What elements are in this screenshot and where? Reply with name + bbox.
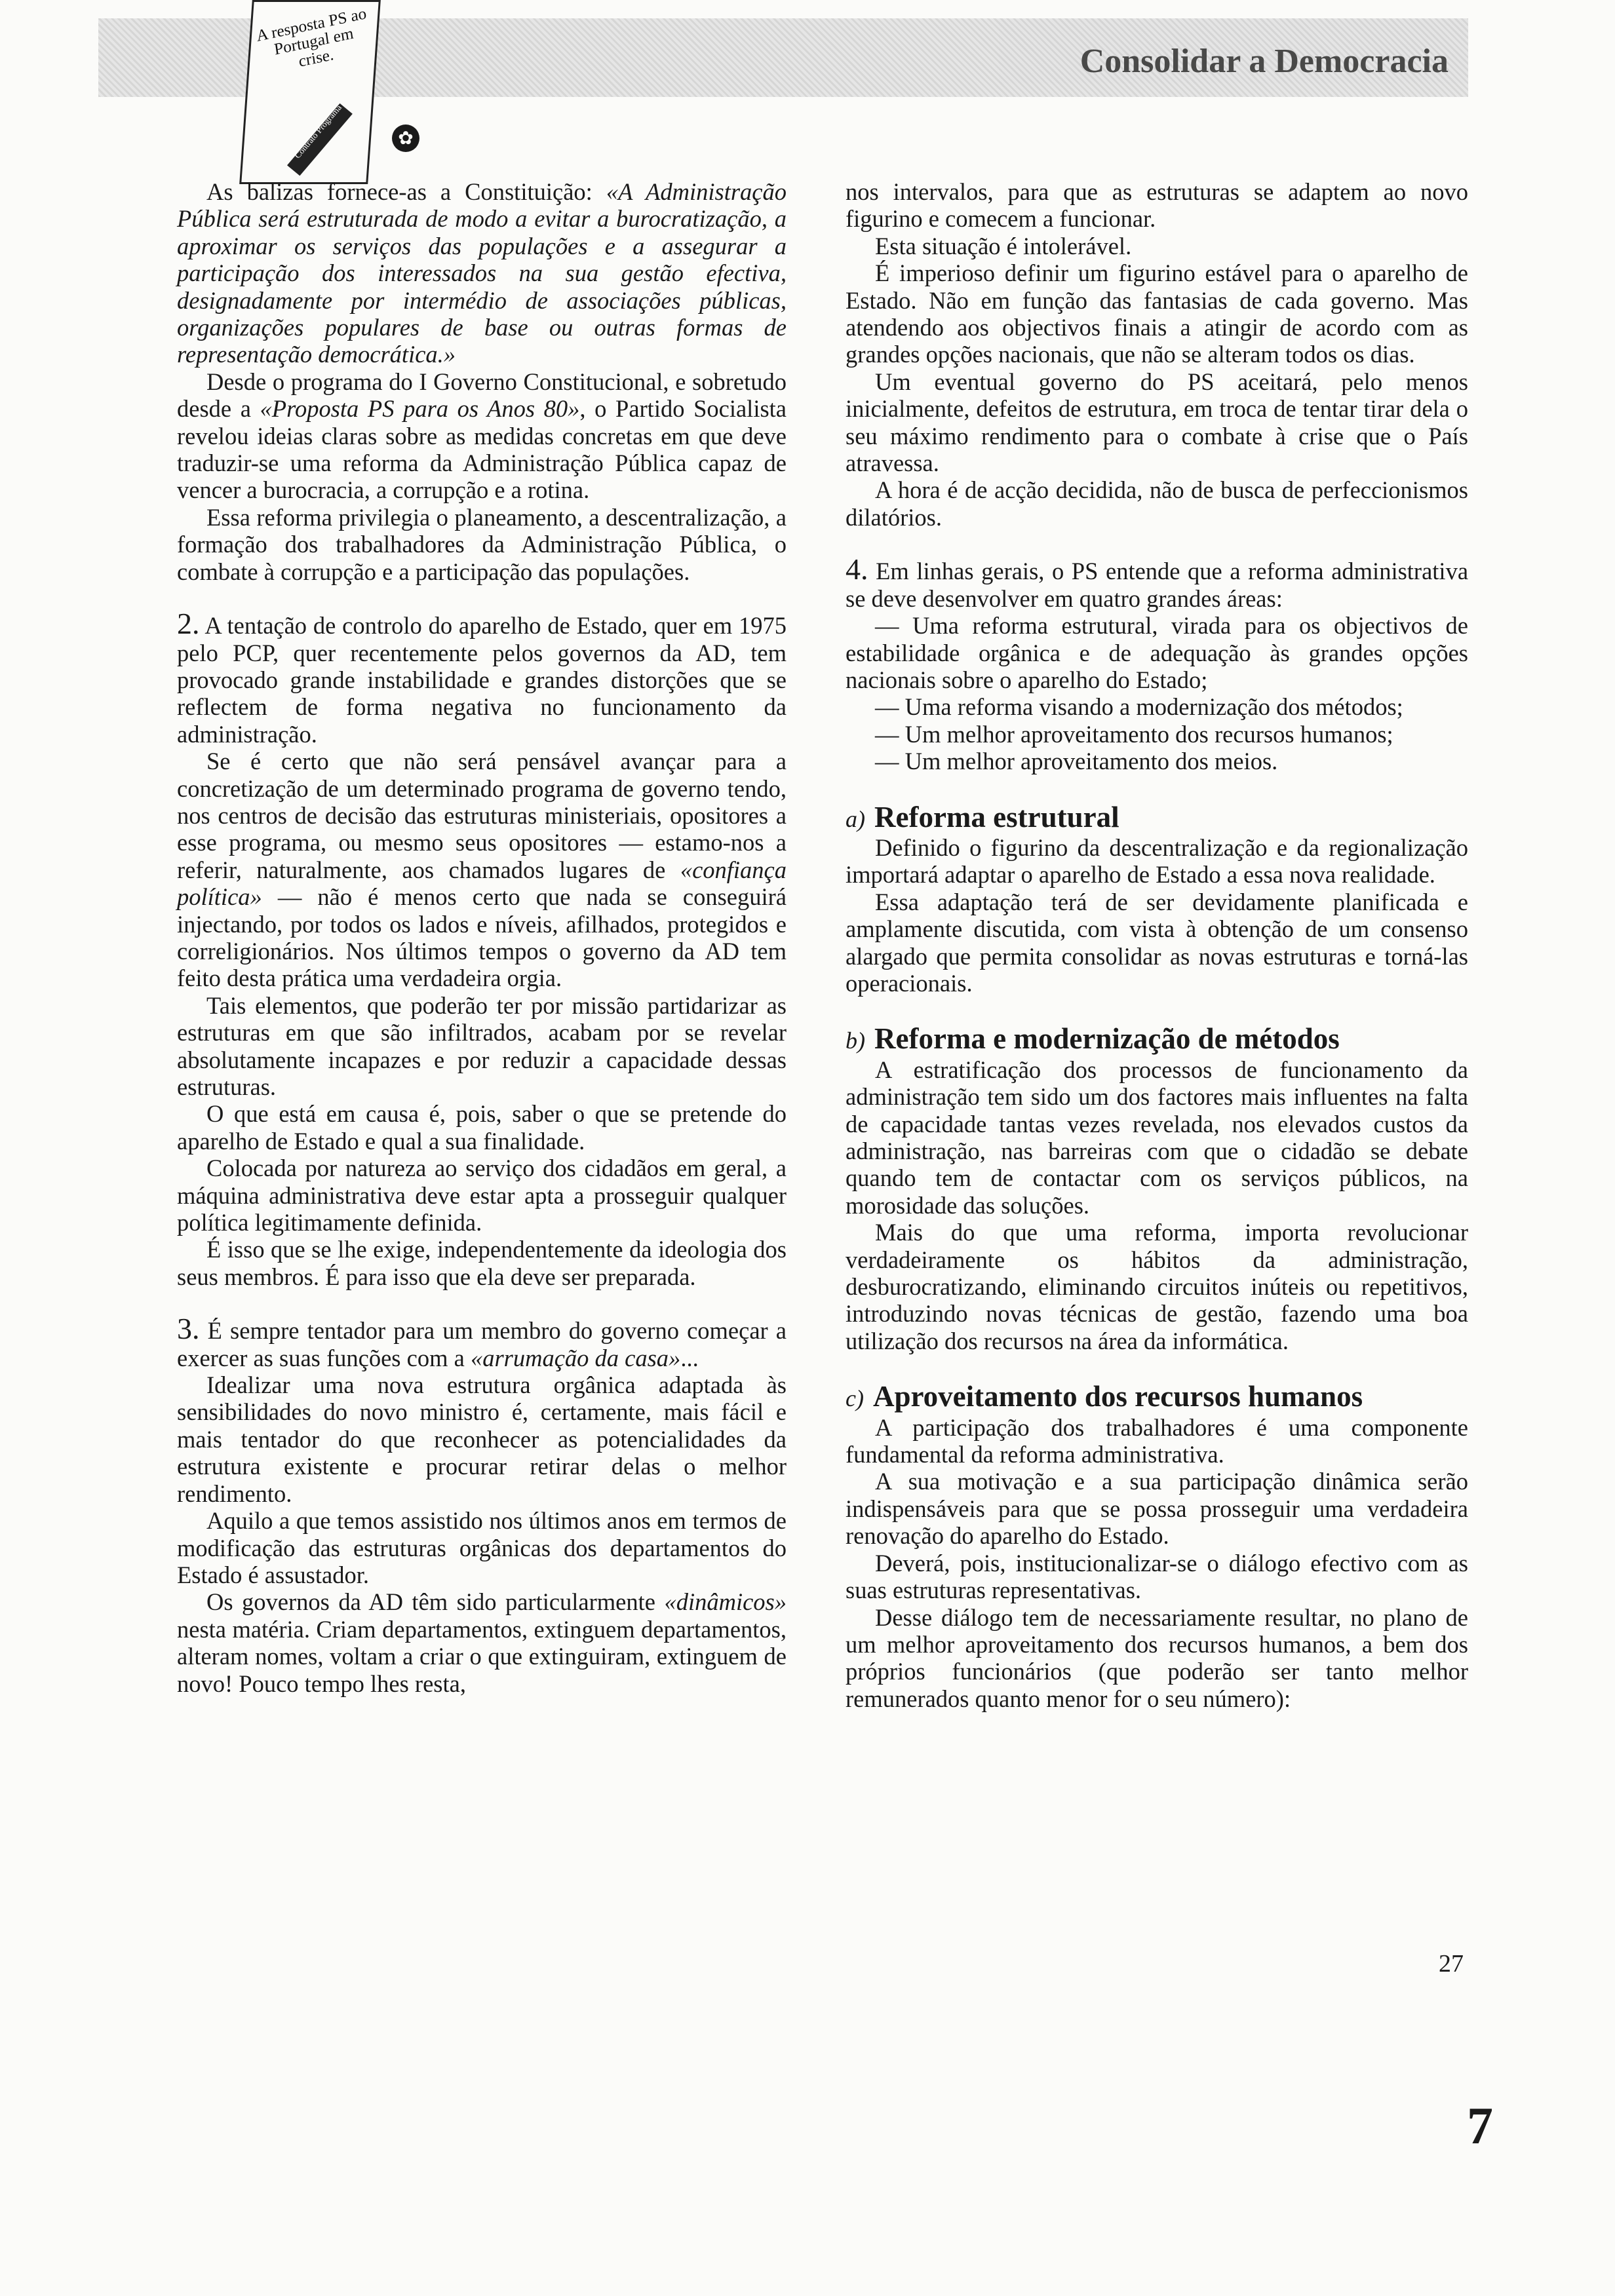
paragraph: A participação dos trabalhadores é uma componente fundamental da reforma administrativa. — [846, 1413, 1468, 1468]
paragraph: É isso que se lhe exige, independentemente da ideologia dos seus membros. É para isso que ela deve ser preparada. — [177, 1236, 787, 1290]
paragraph: Desde o programa do I Governo Constitucional, e sobretudo desde a «Proposta PS para os Anos 80», o Partido Socialista revelou ideias claras sobre as medidas concretas em que deve traduzir-se uma reforma da Administração Pública capaz de vencer a burocracia, a corrupção e a rotina. — [177, 368, 787, 504]
section-2-intro: 2. A tentação de controlo do aparelho de Estado, quer em 1975 pelo PCP, quer recentemente pelos governos da AD, tem provocado grande instabilidade e grandes distorções que se reflectem de forma negativa no funcionamento da administração. — [177, 607, 787, 748]
subsection-heading-b: b) Reforma e modernização de métodos — [846, 1022, 1340, 1056]
subsection-heading-c: c) Aproveitamento dos recursos humanos — [846, 1380, 1363, 1413]
paragraph: Definido o figurino da descentralização e da regionalização importará adaptar o aparelho de Estado a essa nova realidade. — [846, 833, 1468, 889]
paragraph: Os governos da AD têm sido particularmente «dinâmicos» nesta matéria. Criam departamentos, extinguem departamentos, alteram nomes, voltam a criar o que extinguiram, extinguem de novo! Pouco tempo lhes resta, — [177, 1588, 787, 1697]
list-item: — Um melhor aproveitamento dos recursos humanos; — [875, 720, 1393, 748]
page-number: 27 — [1439, 1950, 1464, 1978]
paragraph: Colocada por natureza ao serviço dos cidadãos em geral, a máquina administrativa deve estar apta a prosseguir qualquer política legitimamente definida. — [177, 1155, 787, 1236]
paragraph: O que está em causa é, pois, saber o que se pretende do aparelho de Estado e qual a sua finalidade. — [177, 1100, 787, 1155]
paragraph: Desse diálogo tem de necessariamente resultar, no plano de um melhor aproveitamento dos recursos humanos, a bem dos próprios funcionários (que poderão ser tanto melhor remunerados quanto menor for o seu número): — [846, 1603, 1468, 1712]
paragraph: As balizas fornece-as a Constituição: «A Administração Pública será estruturada de modo a evitar a burocratização, a aproximar os serviços das populações e a assegurar a participação dos interessados na sua gestão efectiva, designadamente por intermédio de associações públicas, organizações populares de base ou outras formas de representação democrática.» — [177, 178, 787, 368]
paragraph: A hora é de acção decidida, não de busca de perfeccionismos dilatórios. — [846, 476, 1468, 531]
paragraph: Essa adaptação terá de ser devidamente planificada e amplamente discutida, com vista à obtenção de um consenso alargado que permita consolidar as novas estruturas e torná-las operacionais. — [846, 888, 1468, 997]
paragraph: A sua motivação e a sua participação dinâmica serão indispensáveis para que se possa prosseguir uma verdadeira renovação do aparelho do Estado. — [846, 1468, 1468, 1550]
ps-rose-icon: ✿ — [392, 124, 419, 152]
paragraph: Um eventual governo do PS aceitará, pelo menos inicialmente, defeitos de estrutura, em troca de tentar tirar dela o seu máximo rendimento para o combate à crise que o País atravessa. — [846, 368, 1468, 477]
paragraph: A estratificação dos processos de funcionamento da administração tem sido um dos factores mais influentes na falta de capacidade tantas vezes revelada, nos elevados custos da administração, nas barreiras com que o cidadão se debate quando tem de contactar com os serviços públicos, na morosidade das soluções. — [846, 1056, 1468, 1219]
paragraph: Aquilo a que temos assistido nos últimos anos em termos de modificação das estruturas orgânicas dos departamentos do Estado é assustador. — [177, 1507, 787, 1588]
paragraph: Esta situação é intolerável. — [875, 232, 1132, 259]
logo-stripe — [287, 104, 353, 176]
section-number: 3. — [177, 1312, 200, 1346]
section-4-intro: 4. Em linhas gerais, o PS entende que a reforma administrativa se deve desenvolver em quatro grandes áreas: — [846, 552, 1469, 612]
paragraph: Mais do que uma reforma, importa revolucionar verdadeiramente os hábitos da administração, desburocratizando, eliminando circuitos inúteis ou repetitivos, introduzindo novas técnicas de gestão, fazendo uma boa utilização dos recursos na área da informática. — [846, 1219, 1468, 1354]
corner-mark: 7 — [1467, 2097, 1493, 2155]
logo-subtext: Contrato Programa — [292, 102, 343, 161]
right-column — [846, 178, 1468, 1712]
paragraph: nos intervalos, para que as estruturas se adaptem ao novo figurino e comecem a funcionar. — [846, 178, 1468, 233]
paragraph: Deverá, pois, institucionalizar-se o diálogo efectivo com as suas estruturas representativas. — [846, 1549, 1468, 1604]
paragraph: Idealizar uma nova estrutura orgânica adaptada às sensibilidades do novo ministro é, certamente, mais fácil e mais tentador do que reconhecer as potencialidades da estrutura existente e procurar retirar delas o melhor rendimento. — [177, 1371, 787, 1507]
section-3-intro: 3. É sempre tentador para um membro do governo começar a exercer as suas funções com a «arrumação da casa»... — [177, 1312, 787, 1371]
section-number: 4. — [846, 552, 868, 586]
campaign-logo — [239, 0, 381, 184]
paragraph: É imperioso definir um figurino estável para o aparelho de Estado. Não em função das fantasias de cada governo. Mas atendendo aos objectivos finais a atingir de acordo com as grandes opções nacionais, que não se alteram todos os dias. — [846, 259, 1468, 368]
paragraph: Se é certo que não será pensável avançar para a concretização de um determinado programa de governo tendo, nos centros de decisão das estruturas ministeriais, opositores a esse programa, ou mesmo seus opositores — estamo-nos a referir, naturalmente, aos chamados lugares de «confiança política» — não é menos certo que nada se conseguirá injectando, por todos os lados e níveis, afilhados, protegidos e correligionários. Nos últimos tempos o governo da AD tem feito desta prática uma verdadeira orgia. — [177, 748, 787, 992]
list-item: — Uma reforma visando a modernização dos métodos; — [875, 693, 1403, 721]
logo-text: A resposta PS ao Portugal em crise. — [255, 5, 368, 71]
subsection-heading-a: a) Reforma estrutural — [846, 800, 1119, 833]
banner-title: Consolidar a Democracia — [1080, 43, 1449, 80]
paragraph: Tais elementos, que poderão ter por missão partidarizar as estruturas em que são infiltrados, acabam por se revelar absolutamente incapazes e por reduzir a capacidade dessas estruturas. — [177, 991, 787, 1100]
section-number: 2. — [177, 607, 200, 641]
paragraph: Essa reforma privilegia o planeamento, a descentralização, a formação dos trabalhadores da Administração Pública, o combate à corrupção e a participação das populações. — [177, 503, 787, 585]
list-item: — Uma reforma estrutural, virada para os objectivos de estabilidade orgânica e de adequação às grandes opções nacionais sobre o aparelho do Estado; — [846, 612, 1468, 693]
left-column — [177, 178, 787, 1697]
list-item: — Um melhor aproveitamento dos meios. — [875, 748, 1278, 775]
